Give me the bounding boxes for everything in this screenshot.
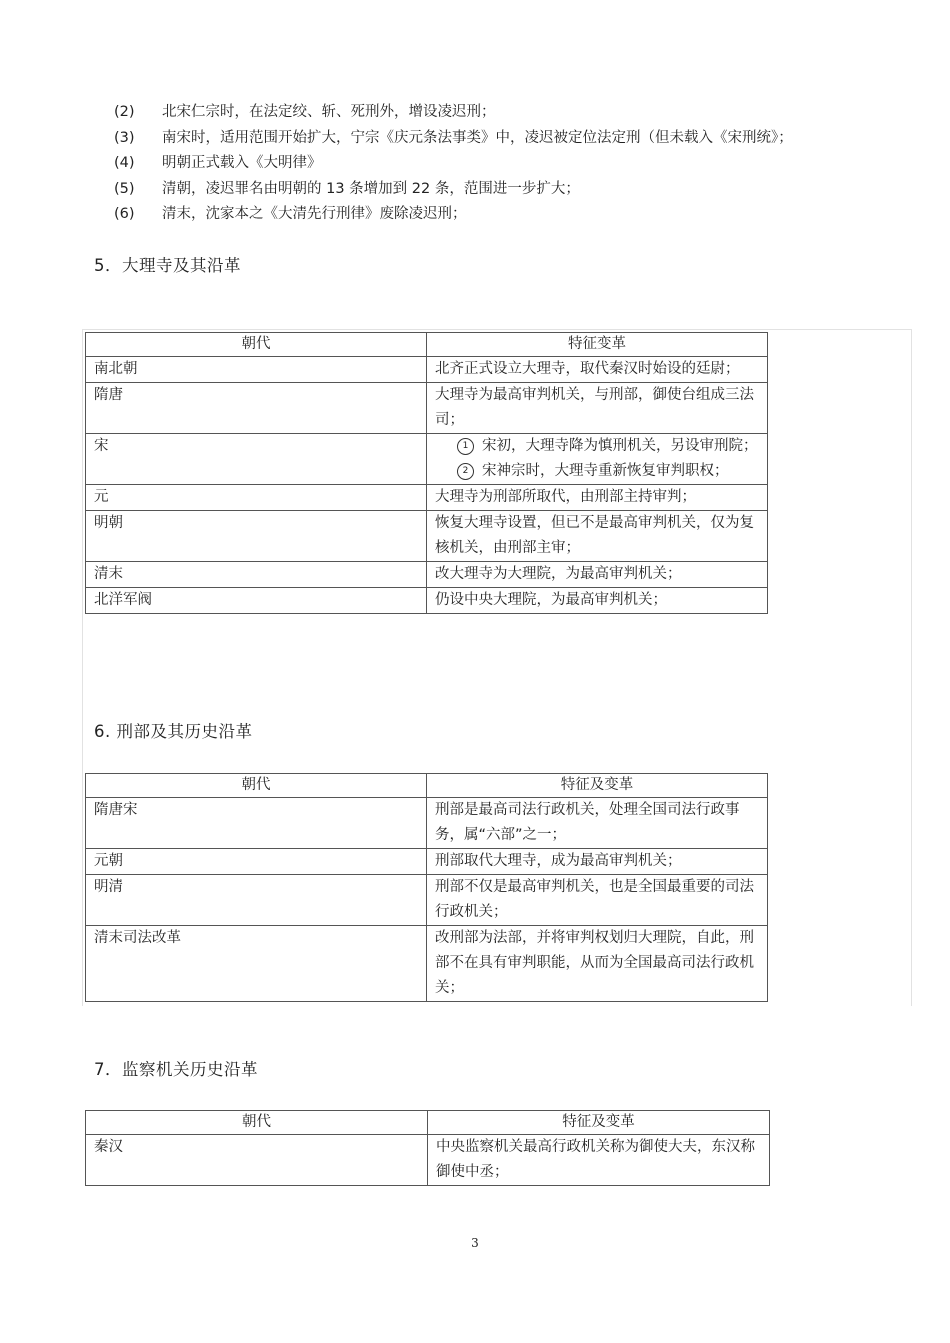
table-row bbox=[86, 875, 768, 926]
feature-cell: 大理寺为最高审判机关，与刑部，御使台组成三法司； bbox=[427, 383, 768, 434]
feature-cell: 大理寺为刑部所取代，由刑部主持审判； bbox=[427, 485, 768, 511]
dalisi-table bbox=[85, 332, 768, 614]
table-row bbox=[86, 383, 768, 434]
feature-cell: 改刑部为法部，并将审判权划归大理院，自此，刑部不在具有审判职能，从而为全国最高司法行政机关； bbox=[427, 926, 768, 1002]
feature-cell: 中央监察机关最高行政机关称为御使大夫，东汉称御使中丞； bbox=[428, 1135, 770, 1186]
section-heading: 7．监察机关历史沿革 bbox=[94, 1060, 258, 1079]
table-header-row bbox=[86, 333, 768, 357]
feature-cell: 改大理寺为大理院，为最高审判机关； bbox=[427, 562, 768, 588]
page-number: 3 bbox=[471, 1236, 479, 1250]
table-row bbox=[86, 588, 768, 614]
dynasty-cell: 南北朝 bbox=[86, 357, 427, 383]
circled-number-icon: 2 bbox=[457, 463, 474, 480]
column-header: 特征及变革 bbox=[428, 1111, 770, 1135]
feature-cell: 刑部取代大理寺，成为最高审判机关； bbox=[427, 849, 768, 875]
list-item: (4) 明朝正式载入《大明律》 bbox=[114, 155, 322, 172]
table-row bbox=[86, 926, 768, 1002]
table-header-row bbox=[86, 1111, 770, 1135]
list-item: (5) 清朝，凌迟罪名由明朝的 13 条增加到 22 条，范围进一步扩大； bbox=[114, 180, 580, 197]
dynasty-cell: 清末 bbox=[86, 562, 427, 588]
circled-number-icon: 1 bbox=[457, 438, 474, 455]
dynasty-cell: 明清 bbox=[86, 875, 427, 926]
column-header: 特征及变革 bbox=[427, 774, 768, 798]
dynasty-cell: 隋唐 bbox=[86, 383, 427, 434]
dynasty-cell: 宋 bbox=[86, 434, 427, 485]
column-header: 朝代 bbox=[86, 774, 427, 798]
feature-cell bbox=[427, 434, 768, 485]
table-row bbox=[86, 562, 768, 588]
feature-cell: 仍设中央大理院，为最高审判机关； bbox=[427, 588, 768, 614]
column-header: 特征变革 bbox=[427, 333, 768, 357]
dynasty-cell: 北洋军阀 bbox=[86, 588, 427, 614]
table-row bbox=[86, 798, 768, 849]
feature-cell: 刑部是最高司法行政机关，处理全国司法行政事务，属“六部”之一； bbox=[427, 798, 768, 849]
section-heading: 5．大理寺及其沿革 bbox=[94, 256, 241, 275]
column-header: 朝代 bbox=[86, 333, 427, 357]
numbered-subitem: 1 宋初，大理寺降为慎刑机关，另设审刑院； bbox=[427, 434, 759, 459]
list-item: (3) 南宋时，适用范围开始扩大，宁宗《庆元条法事类》中，凌迟被定位法定刑（但未载入《宋刑统》； bbox=[114, 129, 793, 146]
dynasty-cell: 明朝 bbox=[86, 511, 427, 562]
table-header-row bbox=[86, 774, 768, 798]
section-heading: 6. 刑部及其历史沿革 bbox=[94, 722, 253, 741]
column-header: 朝代 bbox=[86, 1111, 428, 1135]
feature-cell: 北齐正式设立大理寺，取代秦汉时始设的廷尉； bbox=[427, 357, 768, 383]
dynasty-cell: 隋唐宋 bbox=[86, 798, 427, 849]
numbered-subitem: 2 宋神宗时，大理寺重新恢复审判职权； bbox=[427, 459, 759, 484]
xingbu-table bbox=[85, 773, 768, 1002]
jiancha-table bbox=[85, 1110, 770, 1186]
feature-cell: 恢复大理寺设置，但已不是最高审判机关，仅为复核机关，由刑部主审； bbox=[427, 511, 768, 562]
list-item: (6) 清末，沈家本之《大清先行刑律》废除凌迟刑； bbox=[114, 206, 467, 223]
punishment-history-list bbox=[114, 100, 793, 228]
dynasty-cell: 清末司法改革 bbox=[86, 926, 427, 1002]
table-row bbox=[86, 511, 768, 562]
dynasty-cell: 元朝 bbox=[86, 849, 427, 875]
table-row bbox=[86, 357, 768, 383]
table-row bbox=[86, 1135, 770, 1186]
table-row bbox=[86, 434, 768, 485]
dynasty-cell: 秦汉 bbox=[86, 1135, 428, 1186]
dynasty-cell: 元 bbox=[86, 485, 427, 511]
feature-cell: 刑部不仅是最高审判机关，也是全国最重要的司法行政机关； bbox=[427, 875, 768, 926]
table-row bbox=[86, 849, 768, 875]
list-item: (2) 北宋仁宗时，在法定绞、斩、死刑外，增设凌迟刑； bbox=[114, 104, 496, 120]
table-row bbox=[86, 485, 768, 511]
